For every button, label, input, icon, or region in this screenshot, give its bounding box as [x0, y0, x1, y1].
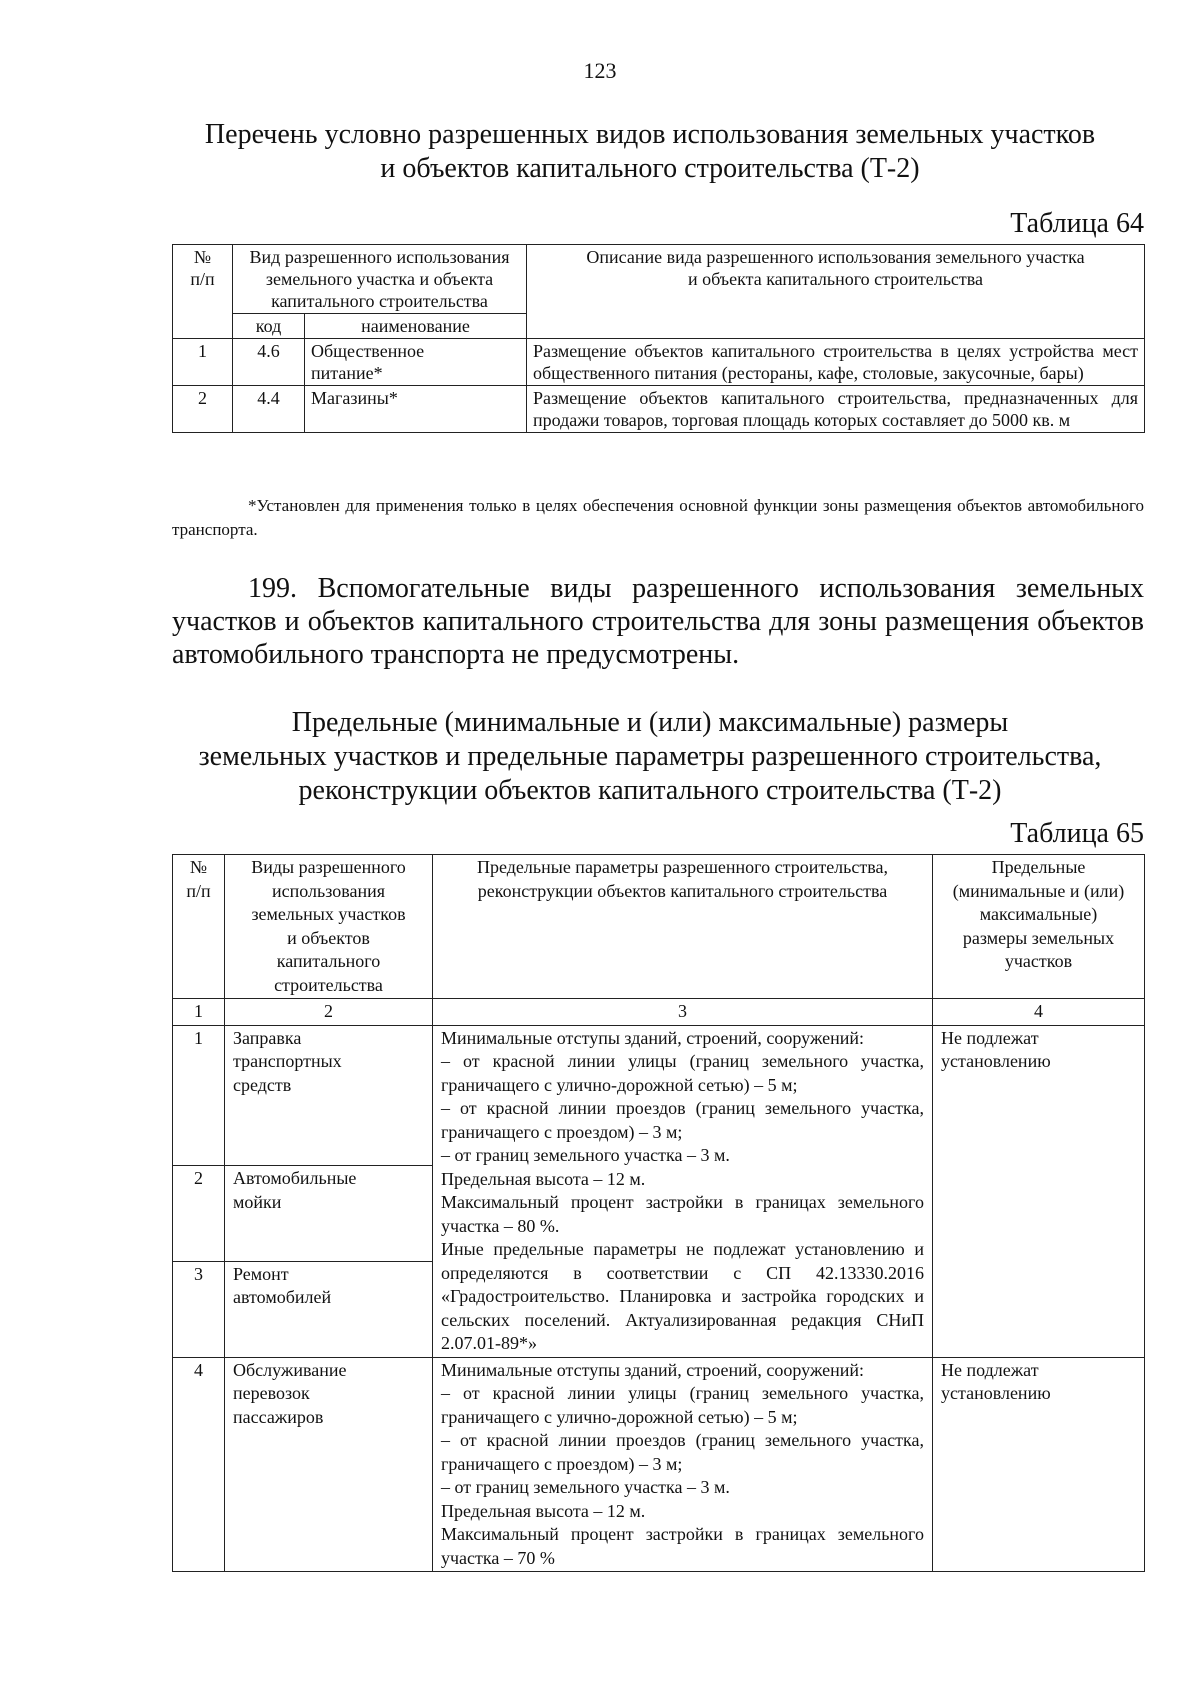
row-num: 2 — [173, 1166, 225, 1262]
column-number: 3 — [433, 999, 933, 1026]
page-number: 123 — [583, 58, 617, 83]
row-name: Ремонт автомобилей — [225, 1261, 433, 1357]
table-row — [173, 386, 1145, 433]
header-code: код — [233, 314, 305, 339]
column-number: 2 — [225, 999, 433, 1026]
row-num: 4 — [173, 1357, 225, 1572]
row-sizes: Не подлежат установлению — [933, 1357, 1145, 1572]
section-title-permitted-uses — [160, 118, 1140, 186]
header-sizes: Предельные (минимальные и (или) максимальные) размеры земельных участков — [933, 855, 1145, 999]
table-64 — [172, 244, 1145, 433]
row-name: Автомобильные мойки — [225, 1166, 433, 1262]
header-use-kinds: Виды разрешенного использования земельных участков и объектов капитального строительства — [225, 855, 433, 999]
row-name: Обслуживание перевозок пассажиров — [225, 1357, 433, 1572]
header-num: № п/п — [173, 245, 233, 339]
row-num: 3 — [173, 1261, 225, 1357]
paragraph-199: 199. Вспомогательные виды разрешенного использования земельных участков и объектов капитального строительства для зоны размещения объектов автомобильного транспорта не предусмотрены. — [172, 573, 1144, 670]
header-num: № п/п — [173, 855, 225, 999]
column-number-row — [173, 999, 1145, 1026]
title-line: Предельные (минимальные и (или) максимальные) размеры — [291, 707, 1009, 738]
row-sizes: Не подлежат установлению — [933, 1025, 1145, 1357]
column-number: 1 — [173, 999, 225, 1026]
table-65-header-row — [173, 855, 1145, 999]
row-params: Минимальные отступы зданий, строений, сооружений: – от красной линии улицы (границ земельного участка, граничащего с улично-дорожной сетью) – 5 м; – от красной линии проездов (границ земельного участка, граничащего с проездом) – 3 м; – от границ земельного участка – 3 м. Предельная высота – 12 м. Максимальный процент застройки в границах земельного участка – 70 % — [433, 1357, 933, 1572]
row-params: Минимальные отступы зданий, строений, сооружений: – от красной линии улицы (границ земельного участка, граничащего с улично-дорожной сетью) – 5 м; – от красной линии проездов (границ земельного участка, граничащего с проездом) – 3 м; – от границ земельного участка – 3 м. Предельная высота – 12 м. Максимальный процент застройки в границах земельного участка – 80 %. Иные предельные параметры не подлежат установлению и определяются в соответствии с СП 42.13330.2016 «Градостроительство. Планировка и застройка городских и сельских поселений. Актуализированная редакция СНиП 2.07.01-89*» — [433, 1025, 933, 1357]
row-code: 4.4 — [233, 386, 305, 433]
row-name: Общественное питание* — [305, 339, 527, 386]
row-num: 2 — [173, 386, 233, 433]
row-name: Заправка транспортных средств — [225, 1025, 433, 1166]
table-64-caption: Таблица 64 — [1010, 208, 1144, 239]
row-name: Магазины* — [305, 386, 527, 433]
table-row — [173, 1357, 1145, 1572]
column-number: 4 — [933, 999, 1145, 1026]
table-row — [173, 339, 1145, 386]
row-num: 1 — [173, 1025, 225, 1166]
footnote: *Установлен для применения только в целях обеспечения основной функции зоны размещения объектов автомобильного транспорта. — [172, 496, 1144, 539]
header-params: Предельные параметры разрешенного строительства, реконструкции объектов капитального строительства — [433, 855, 933, 999]
row-description: Размещение объектов капитального строительства в целях устройства мест общественного питания (рестораны, кафе, столовые, закусочные, бары) — [527, 339, 1145, 386]
title-line: земельных участков и предельные параметры разрешенного строительства, — [198, 741, 1102, 772]
section-title-limits — [160, 706, 1140, 808]
table-65 — [172, 854, 1145, 1572]
header-description: Описание вида разрешенного использования земельного участка и объекта капитального строительства — [527, 245, 1145, 339]
title-line: и объектов капитального строительства (Т-2) — [380, 153, 920, 184]
row-description: Размещение объектов капитального строительства, предназначенных для продажи товаров, торговая площадь которых составляет до 5000 кв. м — [527, 386, 1145, 433]
title-line: реконструкции объектов капитального строительства (Т-2) — [298, 775, 1002, 806]
table-65-caption: Таблица 65 — [1010, 818, 1144, 849]
row-num: 1 — [173, 339, 233, 386]
table-row — [173, 1025, 1145, 1166]
table-64-header-row — [173, 245, 1145, 314]
header-name: наименование — [305, 314, 527, 339]
title-line: Перечень условно разрешенных видов использования земельных участков — [204, 119, 1096, 150]
row-code: 4.6 — [233, 339, 305, 386]
header-use-kind: Вид разрешенного использования земельного участка и объекта капитального строительства — [233, 245, 527, 314]
